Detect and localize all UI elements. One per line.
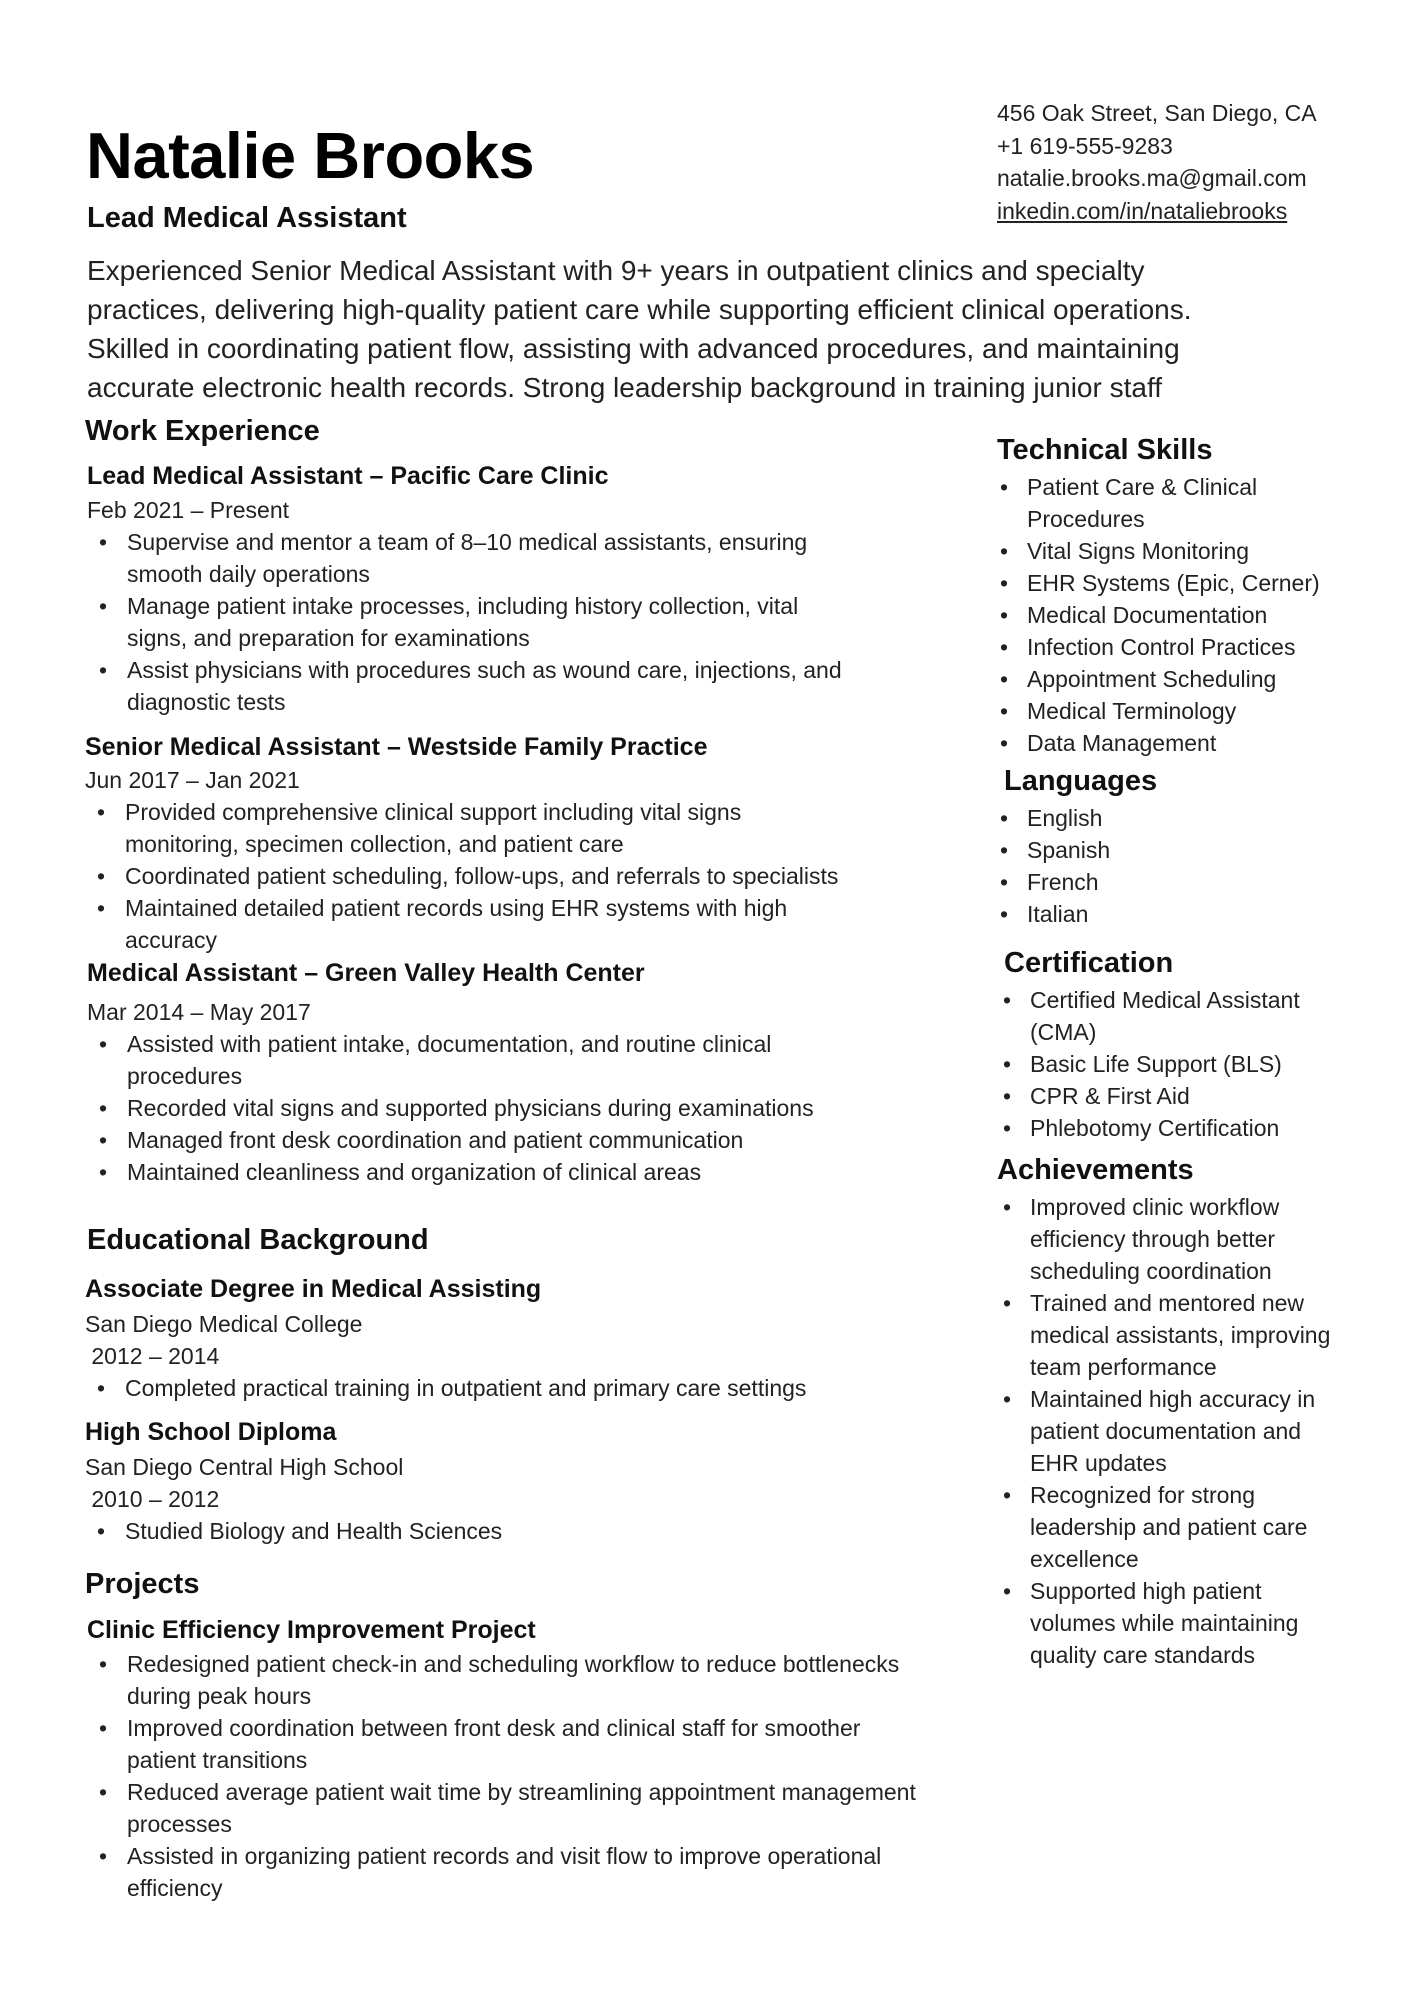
- list-item-line: • Italian: [1027, 901, 1089, 927]
- list-item: [125, 1372, 806, 1404]
- list-item-line: efficiency through better: [1030, 1226, 1276, 1252]
- technical-skills-heading: Technical Skills: [997, 434, 1213, 466]
- list-item-line: • Vital Signs Monitoring: [1027, 538, 1250, 564]
- education-bullet-list: [125, 1515, 502, 1547]
- summary-line: Experienced Senior Medical Assistant with 9+ years in outpatient clinics and specialty: [87, 255, 1145, 286]
- project-bullet-list: [127, 1648, 916, 1904]
- list-item: [1027, 663, 1320, 695]
- contact-phone: +1 619-555-9283: [997, 132, 1173, 159]
- list-item-line: monitoring, specimen collection, and patient care: [125, 831, 624, 857]
- list-item-line: • Supported high patient: [1030, 1578, 1262, 1604]
- education-dates: [85, 1340, 219, 1372]
- list-item-line: • English: [1027, 805, 1103, 831]
- list-item: [1030, 1191, 1330, 1287]
- list-item-line: • Assist physicians with procedures such as wound care, injections, and: [127, 657, 842, 683]
- list-item: [1030, 1112, 1300, 1144]
- list-item-line: Procedures: [1027, 506, 1145, 532]
- list-item: [1027, 834, 1110, 866]
- languages-heading: Languages: [1004, 765, 1158, 797]
- job-dates: Mar 2014 – May 2017: [87, 999, 311, 1025]
- list-item-line: • Manage patient intake processes, including history collection, vital: [127, 593, 799, 619]
- certification-list: [1030, 984, 1300, 1144]
- list-item: [1027, 535, 1320, 567]
- job-title: Lead Medical Assistant – Pacific Care Clinic: [87, 462, 609, 490]
- list-item-line: • Assisted with patient intake, documentation, and routine clinical: [127, 1031, 772, 1057]
- education-dates-text: 2010 – 2012: [85, 1486, 220, 1512]
- degree-title: High School Diploma: [85, 1418, 337, 1446]
- list-item: [1030, 1287, 1330, 1383]
- list-item-line: • Maintained high accuracy in: [1030, 1386, 1316, 1412]
- contact-block: [997, 97, 1317, 227]
- degree-title: Associate Degree in Medical Assisting: [85, 1275, 542, 1303]
- list-item-line: • French: [1027, 869, 1099, 895]
- list-item-line: • Coordinated patient scheduling, follow-ups, and referrals to specialists: [125, 863, 839, 889]
- list-item-line: efficiency: [127, 1875, 223, 1901]
- list-item: [1027, 599, 1320, 631]
- project-title: Clinic Efficiency Improvement Project: [87, 1616, 536, 1644]
- list-item-line: procedures: [127, 1063, 243, 1089]
- list-item: [125, 892, 838, 956]
- list-item: [1027, 866, 1110, 898]
- list-item: [1030, 1383, 1330, 1479]
- summary-line: practices, delivering high-quality patient care while supporting efficient clinical operations.: [87, 294, 1192, 325]
- list-item: [1030, 1080, 1300, 1112]
- list-item: [127, 1776, 916, 1840]
- education-heading: Educational Background: [87, 1224, 429, 1256]
- education-dates: [85, 1483, 219, 1515]
- list-item-line: medical assistants, improving: [1030, 1322, 1331, 1348]
- job-title: Senior Medical Assistant – Westside Family Practice: [85, 733, 708, 761]
- list-item: [1030, 1575, 1330, 1671]
- list-item-line: • Medical Terminology: [1027, 698, 1237, 724]
- list-item-line: leadership and patient care: [1030, 1514, 1308, 1540]
- projects-heading: Projects: [85, 1568, 200, 1600]
- list-item-line: patient transitions: [127, 1747, 308, 1773]
- list-item-line: • Maintained detailed patient records using EHR systems with high: [125, 895, 788, 921]
- languages-list: [1027, 802, 1110, 930]
- list-item: [1030, 1479, 1330, 1575]
- list-item: [127, 526, 842, 590]
- list-item-line: signs, and preparation for examinations: [127, 625, 530, 651]
- list-item: [127, 1648, 916, 1712]
- achievements-heading: Achievements: [997, 1154, 1194, 1186]
- list-item: [127, 1124, 814, 1156]
- list-item: [127, 1092, 814, 1124]
- list-item-line: during peak hours: [127, 1683, 312, 1709]
- school-name: San Diego Central High School: [85, 1454, 404, 1480]
- list-item-line: excellence: [1030, 1546, 1139, 1572]
- list-item-line: processes: [127, 1811, 232, 1837]
- list-item: [1027, 802, 1110, 834]
- candidate-name: Natalie Brooks: [86, 119, 535, 192]
- job-bullet-list: [127, 526, 842, 718]
- list-item-line: • Data Management: [1027, 730, 1217, 756]
- education-dates-text: 2012 – 2014: [85, 1343, 220, 1369]
- list-item: [1027, 695, 1320, 727]
- list-item-line: • Assisted in organizing patient records and visit flow to improve operational: [127, 1843, 882, 1869]
- contact-linkedin-link[interactable]: inkedin.com/in/nataliebrooks: [997, 197, 1288, 224]
- list-item-line: • Maintained cleanliness and organization of clinical areas: [127, 1159, 702, 1185]
- list-item-line: smooth daily operations: [127, 561, 370, 587]
- list-item-line: • Patient Care & Clinical: [1027, 474, 1258, 500]
- list-item-line: • CPR & First Aid: [1030, 1083, 1190, 1109]
- list-item-line: team performance: [1030, 1354, 1217, 1380]
- skills-list: [1027, 471, 1320, 759]
- school-name: San Diego Medical College: [85, 1311, 363, 1337]
- list-item: [127, 1840, 916, 1904]
- list-item: [1027, 631, 1320, 663]
- job-bullet-list: [127, 1028, 814, 1188]
- list-item-line: scheduling coordination: [1030, 1258, 1272, 1284]
- list-item: [1027, 727, 1320, 759]
- list-item-line: • Supervise and mentor a team of 8–10 medical assistants, ensuring: [127, 529, 808, 555]
- list-item: [127, 590, 842, 654]
- list-item-line: • Improved clinic workflow: [1030, 1194, 1280, 1220]
- list-item: [1027, 471, 1320, 535]
- professional-summary: [87, 251, 1367, 407]
- achievements-list: [1030, 1191, 1330, 1671]
- list-item: [127, 1712, 916, 1776]
- list-item-line: • Reduced average patient wait time by streamlining appointment management: [127, 1779, 916, 1805]
- job-title: Medical Assistant – Green Valley Health Center: [87, 959, 645, 987]
- list-item-line: • Infection Control Practices: [1027, 634, 1296, 660]
- list-item-line: accuracy: [125, 927, 218, 953]
- list-item-line: • Basic Life Support (BLS): [1030, 1051, 1282, 1077]
- job-bullet-list: [125, 796, 838, 956]
- list-item: [1030, 1048, 1300, 1080]
- list-item-line: • Recognized for strong: [1030, 1482, 1256, 1508]
- list-item-line: • Appointment Scheduling: [1027, 666, 1277, 692]
- list-item-line: • Certified Medical Assistant: [1030, 987, 1300, 1013]
- list-item-line: • Managed front desk coordination and patient communication: [127, 1127, 744, 1153]
- list-item: [127, 1156, 814, 1188]
- list-item: [125, 860, 838, 892]
- list-item-line: • EHR Systems (Epic, Cerner): [1027, 570, 1320, 596]
- work-experience-heading: Work Experience: [85, 415, 320, 447]
- contact-address: 456 Oak Street, San Diego, CA: [997, 100, 1317, 126]
- list-item-line: patient documentation and: [1030, 1418, 1302, 1444]
- list-item: [125, 796, 838, 860]
- list-item-line: • Spanish: [1027, 837, 1111, 863]
- list-item-line: EHR updates: [1030, 1450, 1167, 1476]
- list-item-line: • Studied Biology and Health Sciences: [125, 1518, 503, 1544]
- list-item: [1030, 984, 1300, 1048]
- list-item-line: • Phlebotomy Certification: [1030, 1115, 1280, 1141]
- list-item-line: • Medical Documentation: [1027, 602, 1268, 628]
- job-dates: Feb 2021 – Present: [87, 497, 290, 523]
- list-item-line: quality care standards: [1030, 1642, 1256, 1668]
- education-bullet-list: [125, 1372, 806, 1404]
- contact-email: natalie.brooks.ma@gmail.com: [997, 165, 1307, 191]
- list-item-line: • Recorded vital signs and supported physicians during examinations: [127, 1095, 814, 1121]
- list-item-line: diagnostic tests: [127, 689, 286, 715]
- list-item: [127, 654, 842, 718]
- list-item: [127, 1028, 814, 1092]
- list-item: [1027, 567, 1320, 599]
- list-item-line: (CMA): [1030, 1019, 1097, 1045]
- list-item-line: • Improved coordination between front desk and clinical staff for smoother: [127, 1715, 861, 1741]
- list-item: [1027, 898, 1110, 930]
- list-item-line: • Completed practical training in outpatient and primary care settings: [125, 1375, 807, 1401]
- list-item: [125, 1515, 502, 1547]
- list-item-line: volumes while maintaining: [1030, 1610, 1299, 1636]
- list-item-line: • Provided comprehensive clinical support including vital signs: [125, 799, 742, 825]
- list-item-line: • Trained and mentored new: [1030, 1290, 1305, 1316]
- certification-heading: Certification: [1004, 947, 1174, 979]
- summary-line: accurate electronic health records. Strong leadership background in training junior staff: [87, 372, 1162, 403]
- job-dates: Jun 2017 – Jan 2021: [85, 767, 300, 793]
- list-item-line: • Redesigned patient check-in and scheduling workflow to reduce bottlenecks: [127, 1651, 900, 1677]
- summary-line: Skilled in coordinating patient flow, assisting with advanced procedures, and maintaining: [87, 333, 1180, 364]
- candidate-title: Lead Medical Assistant: [87, 202, 407, 234]
